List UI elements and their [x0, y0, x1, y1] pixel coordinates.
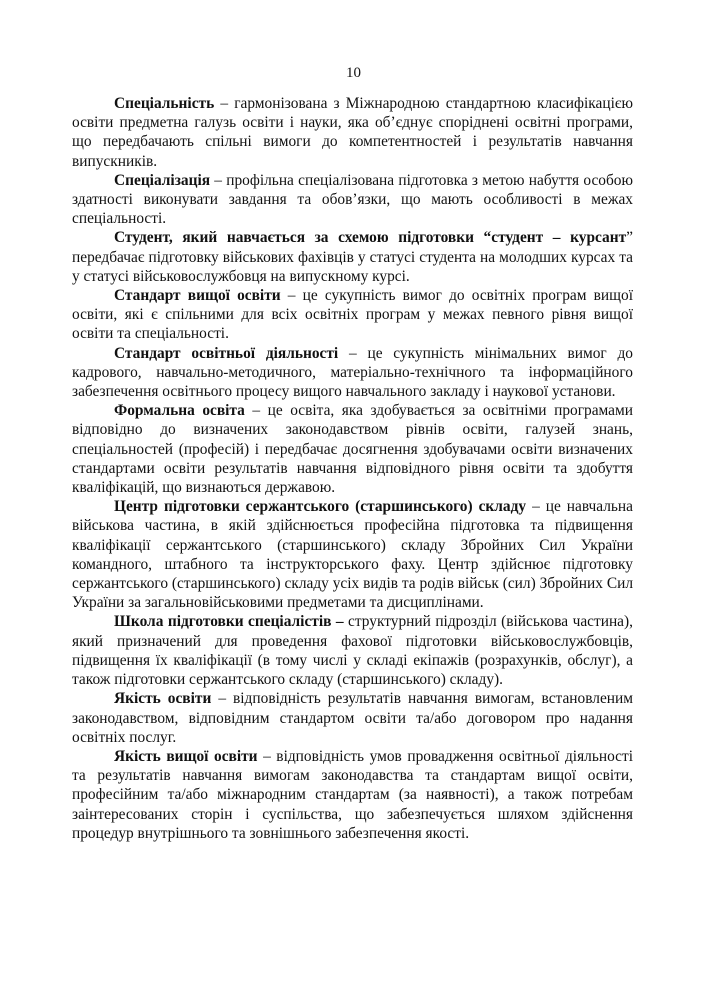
glossary-term: Якість освіти — [114, 690, 212, 708]
glossary-term: Студент, який навчається за схемою підготовки “студент – курсант — [114, 229, 627, 247]
glossary-definition: – відповідність результатів навчання вимогам, встановленим законодавством, відповідним стандартом освіти та/або договором про надання освітніх послуг. — [72, 690, 633, 746]
glossary-entry — [72, 171, 633, 229]
glossary-term: Формальна освіта — [114, 402, 245, 420]
glossary-term: Якість вищої освіти — [114, 747, 258, 765]
glossary-definition: – це сукупність вимог до освітніх програм вищої освіти, які є спільними для всіх освітніх програм у межах певного рівня вищої освіти та спеціальності. — [72, 287, 633, 343]
glossary-entry — [72, 612, 633, 689]
glossary-term: Центр підготовки сержантського (старшинського) складу — [114, 498, 527, 516]
glossary-term: Стандарт вищої освіти — [114, 287, 281, 305]
glossary-definition: ” передбачає підготовку військових фахівців у статусі студента на молодших курсах та у статусі військовослужбовця на випускному курсі. — [72, 229, 633, 285]
glossary-definition: – відповідність умов провадження освітньої діяльності та результатів навчання вимогам законодавства та стандартам вищої освіти, професійним та/або міжнародним стандартам (за наявності), а також потребам заінтересованих сторін і суспільства, що забезпечується шляхом здійснення процедур внутрішнього та зовнішнього забезпечення якості. — [72, 747, 633, 842]
glossary-definition: – це сукупність мінімальних вимог до кадрового, навчально-методичного, матеріально-технічного та інформаційного забезпечення освітнього процесу вищого навчального закладу і наукової установи. — [72, 344, 633, 401]
glossary-entry — [72, 497, 633, 612]
glossary-term: Школа підготовки спеціалістів – — [114, 613, 344, 631]
glossary-definition: – гармонізована з Міжнародною стандартною класифікацією освіти предметна галузь освіти і науки, яка об’єднує споріднені освітні програми, що передбачають спільні вимоги до компетентностей і результатів навчання випускників. — [72, 95, 633, 170]
glossary-term: Спеціалізація — [114, 171, 211, 189]
glossary-entry — [72, 228, 633, 286]
glossary-entry — [72, 286, 633, 344]
glossary-entry — [72, 689, 633, 747]
glossary-definition: – це освіта, яка здобувається за освітніми програмами відповідно до визначених законодавством рівнів освіти, галузей знань, спеціальностей (професій) і передбачає досягнення здобувачами освіти визначених стандартами освіти результатів навчання відповідного рівня освіти та здобуття кваліфікацій, що визнаються державою. — [72, 402, 633, 497]
glossary-body — [72, 94, 633, 843]
glossary-entry — [72, 747, 633, 843]
glossary-entry — [72, 344, 633, 402]
glossary-entry — [72, 94, 633, 171]
glossary-definition: структурний підрозділ (військова частина), який призначений для проведення фахової підготовки військовослужбовців, підвищення їх кваліфікації (в тому числі у складі екіпажів (розрахунків, обслуг), а також підготовки сержантського складу (старшинського) складу). — [72, 613, 633, 689]
glossary-definition: – профільна спеціалізована підготовка з метою набуття особою здатності виконувати завдання та обов’язки, що мають особливості в межах спеціальності. — [72, 171, 633, 228]
page-number: 10 — [346, 65, 361, 81]
glossary-definition: – це навчальна військова частина, в якій здійснюється професійна підготовка та підвищення кваліфікації сержантського (старшинського) складу Збройних Сил України командного, штабного та інструкторського фаху. Центр здійснює підготовку сержантського (старшинського) складу усіх видів та родів військ (сил) Збройних Сил України за загальновійськовими предметами та дисциплінами. — [72, 498, 634, 612]
glossary-entry — [72, 401, 633, 497]
glossary-term: Стандарт освітньої діяльності — [114, 344, 339, 362]
glossary-term: Спеціальність — [114, 95, 215, 112]
